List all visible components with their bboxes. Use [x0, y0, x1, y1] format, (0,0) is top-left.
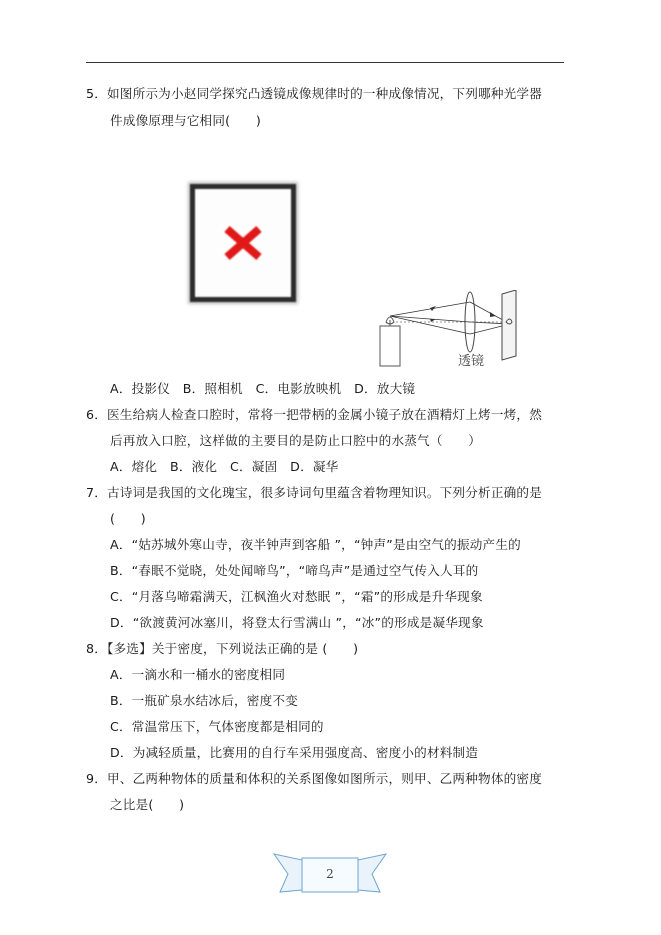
question-8-line-1: 8．【多选】关于密度，下列说法正确的是 ( ) — [86, 641, 359, 656]
question-5-line-2: 件成像原理与它相同( ) — [110, 113, 261, 128]
question-8-option-c: C．常温常压下，气体密度都是相同的 — [110, 719, 324, 734]
question-7-option-a: A．“姑苏城外寒山寺，夜半钟声到客船 ”，“钟声”是由空气的振动产生的 — [110, 537, 521, 552]
question-6-options: A．熔化 B．液化 C．凝固 D．凝华 — [110, 459, 339, 474]
page-number: 2 — [326, 867, 334, 881]
lens-imaging-figure — [378, 290, 528, 370]
question-7-option-b: B．“春眠不觉晓，处处闻啼鸟”，“啼鸟声”是通过空气传入人耳的 — [110, 563, 479, 578]
screen-icon — [502, 290, 516, 360]
question-8-option-d: D．为减轻质量，比赛用的自行车采用强度高、密度小的材料制造 — [110, 745, 479, 760]
question-9-line-1: 9．甲、乙两种物体的质量和体积的关系图像如图所示，则甲、乙两种物体的密度 — [86, 771, 542, 786]
question-9-line-2: 之比是( ) — [110, 797, 185, 812]
question-5-line-1: 5．如图所示为小赵同学探究凸透镜成像规律时的一种成像情况，下列哪种光学器 — [86, 86, 542, 101]
question-8-option-a: A．一滴水和一桶水的密度相同 — [110, 667, 286, 682]
lens-label: 透镜 — [458, 354, 485, 369]
question-7-line-2: ( ) — [110, 511, 146, 526]
candle-icon — [380, 317, 400, 366]
question-6-line-1: 6．医生给病人检查口腔时，常将一把带柄的金属小镜子放在酒精灯上烤一烤，然 — [86, 407, 542, 422]
question-7-option-d: D．“欲渡黄河冰塞川，将登太行雪满山 ”，“冰”的形成是凝华现象 — [110, 615, 484, 630]
question-6-line-2: 后再放入口腔，这样做的主要目的是防止口腔中的水蒸气（ ） — [110, 433, 482, 448]
broken-image-placeholder — [190, 184, 296, 302]
question-8-option-b: B．一瓶矿泉水结冰后，密度不变 — [110, 693, 298, 708]
question-5-options: A．投影仪 B．照相机 C．电影放映机 D．放大镜 — [110, 381, 416, 396]
broken-image-x-icon — [223, 225, 263, 261]
header-rule — [86, 62, 564, 63]
question-7-line-1: 7．古诗词是我国的文化瑰宝，很多诗词句里蕴含着物理知识。下列分析正确的是 — [86, 485, 542, 500]
question-7-option-c: C．“月落乌啼霜满天，江枫渔火对愁眠 ”，“霜”的形成是升华现象 — [110, 589, 483, 604]
